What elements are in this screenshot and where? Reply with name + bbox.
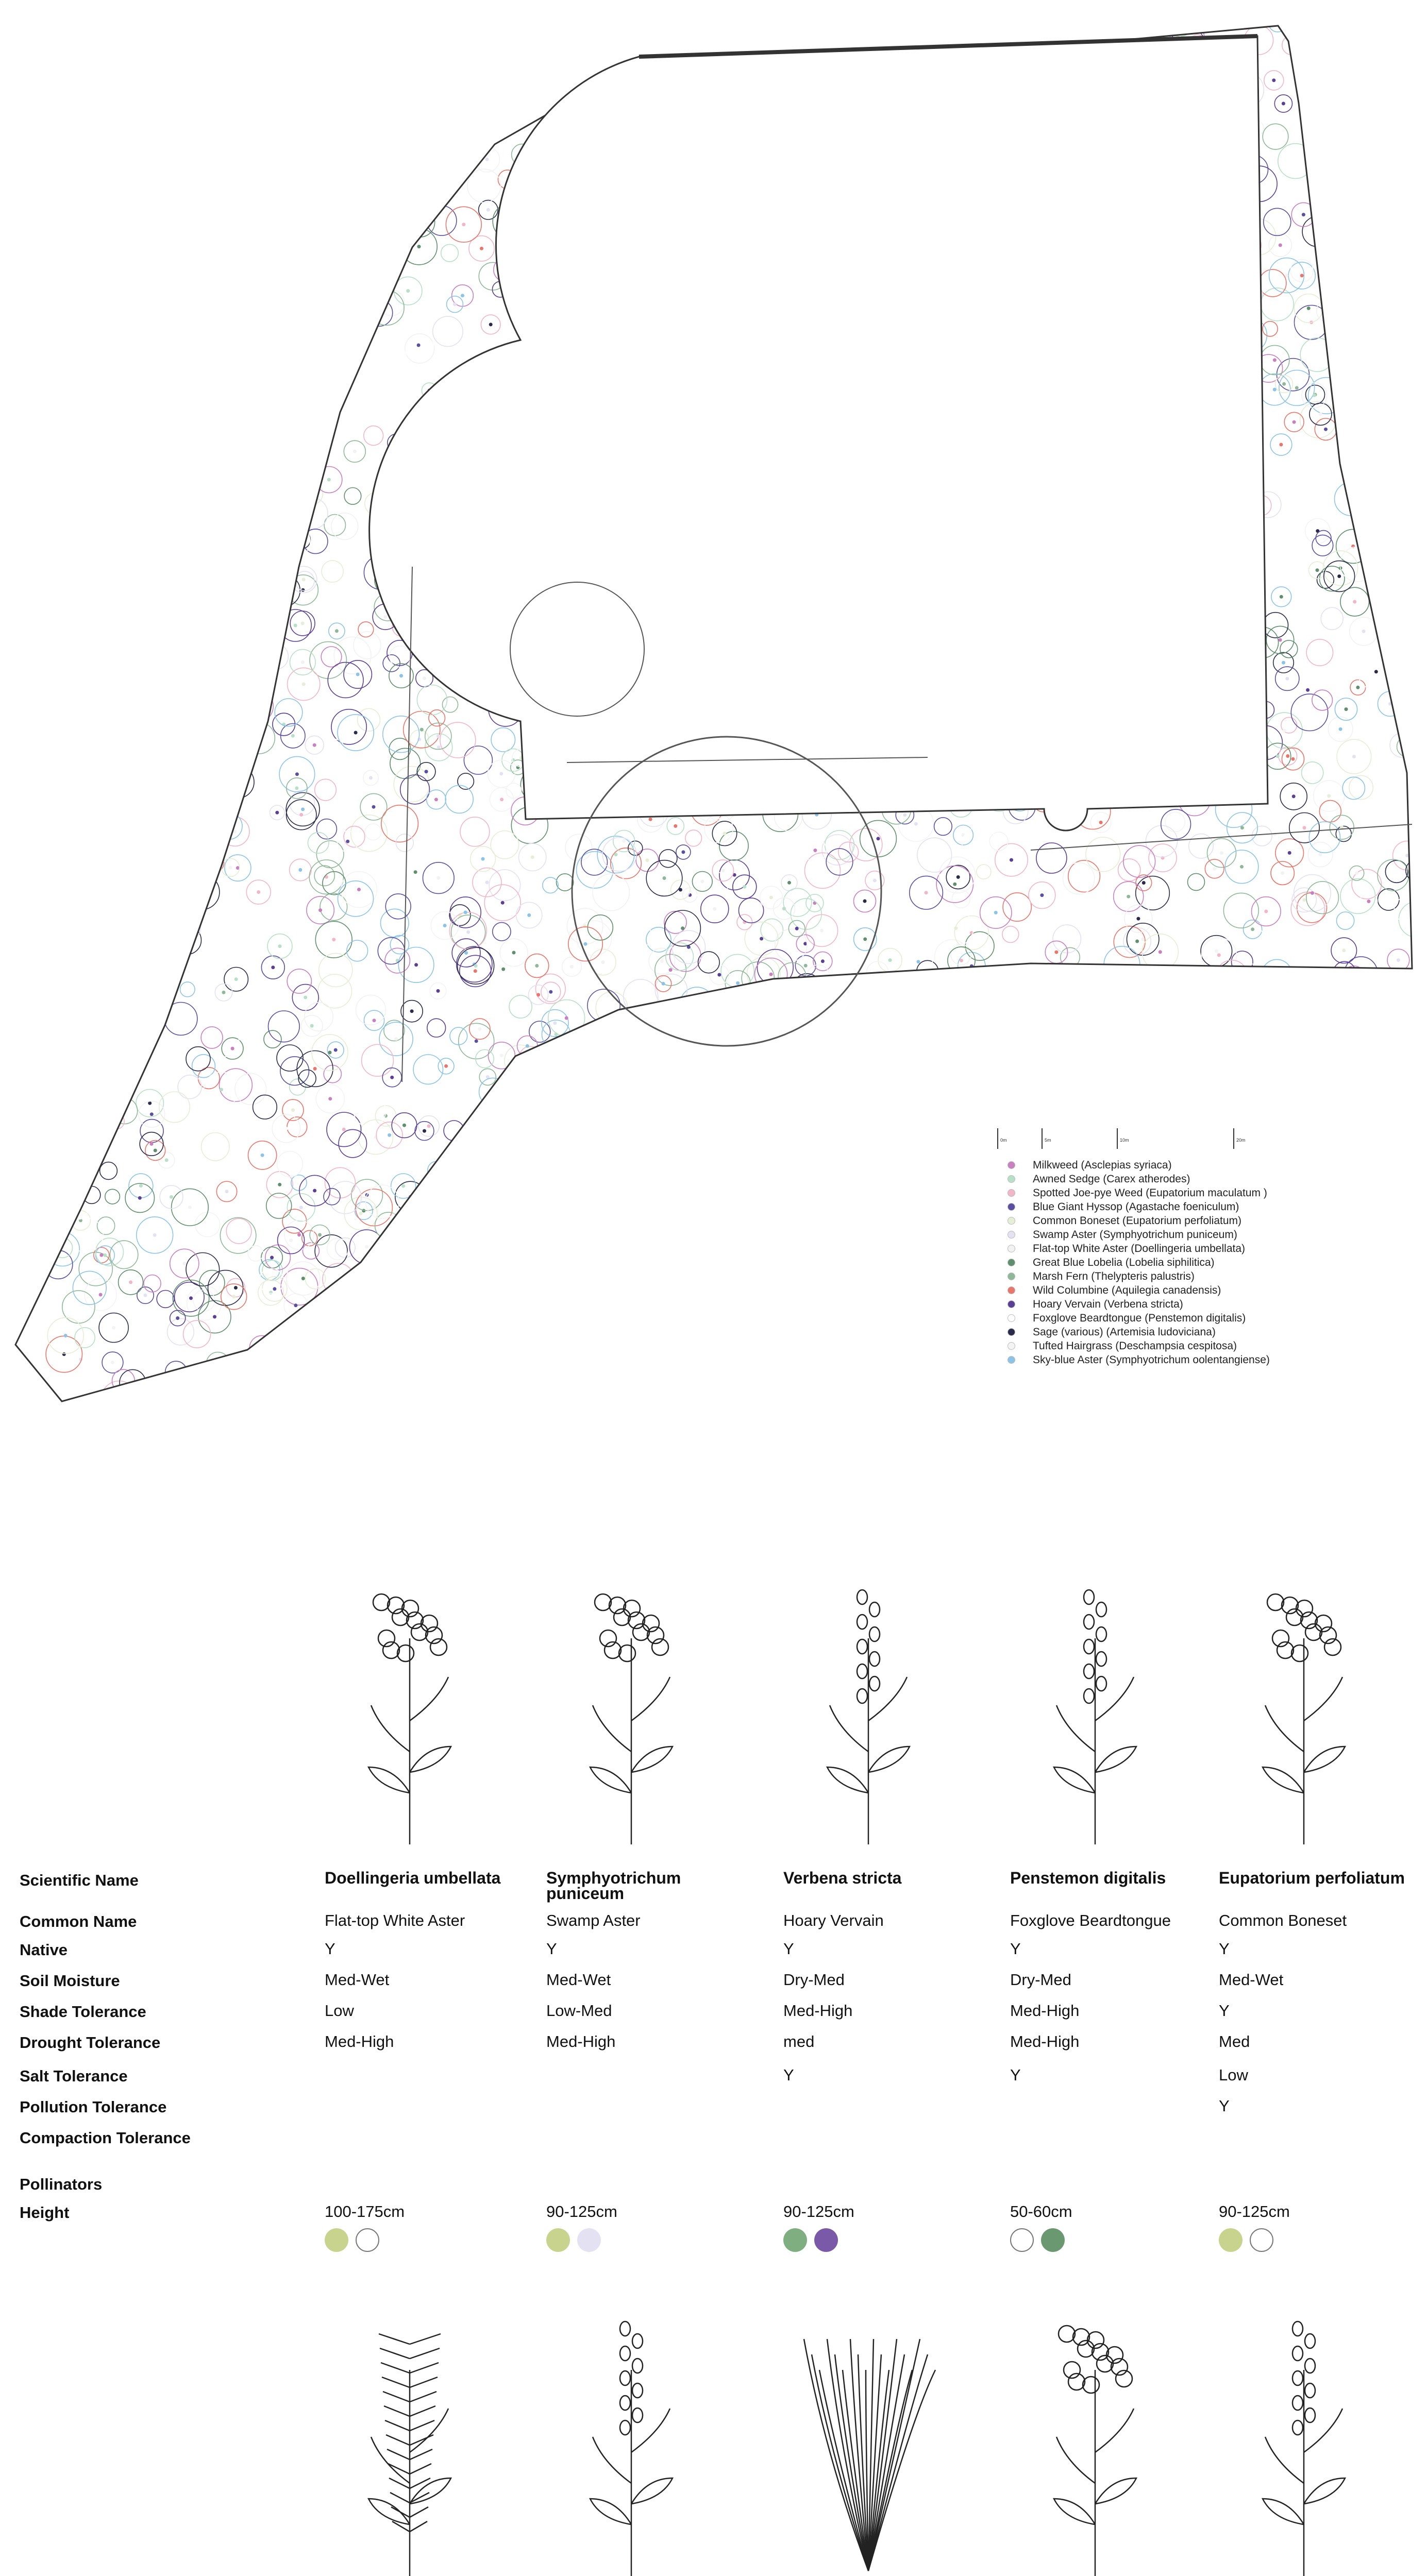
row-label: Scientific Name [20,1871,139,1889]
plant-sci [546,1870,763,1901]
legend-item [997,1297,1389,1311]
legend-item [997,1172,1389,1186]
bloom-color-dot [1041,2228,1065,2252]
legend-swatch [1008,1286,1015,1294]
plant-sci [783,1870,1000,1886]
plant-drought: Med-High [546,2032,616,2050]
beardtongue-icon [1010,1566,1180,1855]
legend-swatch [1008,1342,1015,1350]
scientific-name: Penstemon digitalis [1010,1869,1166,1887]
legend-swatch [1008,1203,1015,1211]
legend-label: Common Boneset (Eupatorium perfoliatum) [1033,1214,1242,1227]
bloom-color-dot [1010,2228,1034,2252]
plant-drought: Med-High [325,2032,394,2050]
scientific-name: Symphyotrichum puniceum [546,1869,681,1903]
legend-swatch [1008,1245,1015,1252]
legend-label: Flat-top White Aster (Doellingeria umbellata) [1033,1242,1246,1255]
legend-swatch [1008,1259,1015,1266]
legend-swatch [1008,1314,1015,1322]
row-label: Compaction Tolerance [20,2129,191,2147]
plant-salt: Y [783,2066,794,2084]
bloom-color-dot [325,2228,348,2252]
plant-height: 50-60cm [1010,2202,1072,2221]
bloom-color-dot [814,2228,838,2252]
legend-label: Blue Giant Hyssop (Agastache foeniculum) [1033,1200,1239,1213]
plant-salt: Low [1219,2066,1248,2084]
bloom-color-dot [1250,2228,1273,2252]
plant-drought: Med [1219,2032,1250,2050]
row-label: Pollution Tolerance [20,2098,167,2116]
plant-height: 90-125cm [546,2202,617,2221]
plant-pollution: Y [1219,2097,1230,2115]
legend-swatch [1008,1161,1015,1169]
row-label: Soil Moisture [20,1972,120,1990]
plant-native: Y [1010,1940,1021,1958]
plant-sci [325,1870,541,1886]
plant-soil: Med-Wet [325,1971,390,1989]
boneset-icon [1219,1566,1389,1855]
bloom-color-swatches [783,2228,838,2252]
plant-soil: Med-Wet [1219,1971,1284,1989]
legend-swatch [1008,1217,1015,1225]
legend-item [997,1200,1389,1214]
bloom-color-dot [1219,2228,1243,2252]
bloom-color-swatches [325,2228,379,2252]
plant-shade: Low-Med [546,2002,612,2020]
legend-item [997,1214,1389,1228]
plant-height: 90-125cm [1219,2202,1290,2221]
hyssop-icon [546,2298,716,2576]
legend-label: Awned Sedge (Carex atherodes) [1033,1173,1190,1185]
plant-drought: Med-High [1010,2032,1080,2050]
row-label: Salt Tolerance [20,2067,128,2085]
plant-shade: Y [1219,2002,1230,2020]
plant-soil: Dry-Med [1010,1971,1071,1989]
legend-swatch [1008,1175,1015,1183]
legend-label: Tufted Hairgrass (Deschampsia cespitosa) [1033,1340,1237,1352]
legend-label: Sky-blue Aster (Symphyotrichum oolentangiense) [1033,1353,1270,1366]
legend-item [997,1242,1389,1256]
legend-item [997,1283,1389,1297]
plant-drought: med [783,2032,815,2050]
scale-label: 10m [1117,1128,1233,1149]
plant-shade: Med-High [1010,2002,1080,2020]
legend-label: Foxglove Beardtongue (Penstemon digitalis) [1033,1312,1246,1324]
legend-swatch [1008,1356,1015,1364]
row-label: Native [20,1941,68,1959]
map-legend [997,1128,1389,1367]
scale-label: 0m [997,1128,1042,1149]
plant-native: Y [1219,1940,1230,1958]
row-label: Height [20,2204,70,2222]
sage-icon [1219,2298,1389,2576]
legend-label: Milkweed (Asclepias syriaca) [1033,1159,1172,1171]
bloom-color-dot [356,2228,379,2252]
row-label: Pollinators [20,2175,103,2193]
bloom-color-swatches [1219,2228,1273,2252]
scientific-name: Eupatorium perfoliatum [1219,1869,1405,1887]
legend-swatch [1008,1231,1015,1239]
plant-soil: Med-Wet [546,1971,611,1989]
legend-swatch [1008,1273,1015,1280]
plant-common: Foxglove Beardtongue [1010,1911,1171,1929]
scientific-name: Verbena stricta [783,1869,902,1887]
legend-item [997,1256,1389,1269]
plant-height: 100-175cm [325,2202,405,2221]
legend-item [997,1269,1389,1283]
legend-label: Spotted Joe-pye Weed (Eupatorium maculatum ) [1033,1187,1267,1199]
legend-item [997,1158,1389,1172]
milkweed-icon [1010,2298,1180,2576]
legend-item [997,1353,1389,1367]
legend-label: Sage (various) (Artemisia ludoviciana) [1033,1326,1216,1338]
row-label: Shade Tolerance [20,2003,146,2021]
plant-sci [1219,1870,1427,1886]
plant-salt: Y [1010,2066,1021,2084]
scale-bar [997,1128,1389,1149]
bloom-color-dot [577,2228,601,2252]
plant-common: Flat-top White Aster [325,1911,465,1929]
plant-height: 90-125cm [783,2202,854,2221]
plant-soil: Dry-Med [783,1971,845,1989]
sedge-icon [783,2298,953,2576]
plant-native: Y [325,1940,335,1958]
bloom-color-dot [783,2228,807,2252]
plant-native: Y [783,1940,794,1958]
plant-native: Y [546,1940,557,1958]
aster-icon [546,1566,716,1855]
bloom-color-dot [546,2228,570,2252]
legend-label: Swamp Aster (Symphyotrichum puniceum) [1033,1228,1237,1241]
plant-shade: Low [325,2002,354,2020]
plant-sci [1010,1870,1227,1886]
plant-shade: Med-High [783,2002,853,2020]
row-label: Common Name [20,1912,137,1930]
plant-common: Swamp Aster [546,1911,641,1929]
spike-icon [783,1566,953,1855]
aster-flat-icon [325,1566,495,1855]
scale-label: 20m [1233,1128,1267,1149]
bloom-color-swatches [1010,2228,1065,2252]
legend-item [997,1325,1389,1339]
plant-common: Common Boneset [1219,1911,1347,1929]
legend-item [997,1311,1389,1325]
legend-swatch [1008,1189,1015,1197]
bloom-color-swatches [546,2228,601,2252]
courtyard-void [370,36,1268,831]
scale-label: 5m [1042,1128,1117,1149]
fern-icon [325,2298,495,2576]
legend-item [997,1339,1389,1353]
row-label: Drought Tolerance [20,2033,161,2052]
legend-label: Marsh Fern (Thelypteris palustris) [1033,1270,1195,1282]
legend-swatch [1008,1300,1015,1308]
legend-swatch [1008,1328,1015,1336]
legend-item [997,1228,1389,1242]
scientific-name: Doellingeria umbellata [325,1869,501,1887]
plant-common: Hoary Vervain [783,1911,884,1929]
legend-item [997,1186,1389,1200]
legend-label: Hoary Vervain (Verbena stricta) [1033,1298,1183,1310]
legend-label: Great Blue Lobelia (Lobelia siphilitica) [1033,1256,1215,1268]
legend-label: Wild Columbine (Aquilegia canadensis) [1033,1284,1221,1296]
